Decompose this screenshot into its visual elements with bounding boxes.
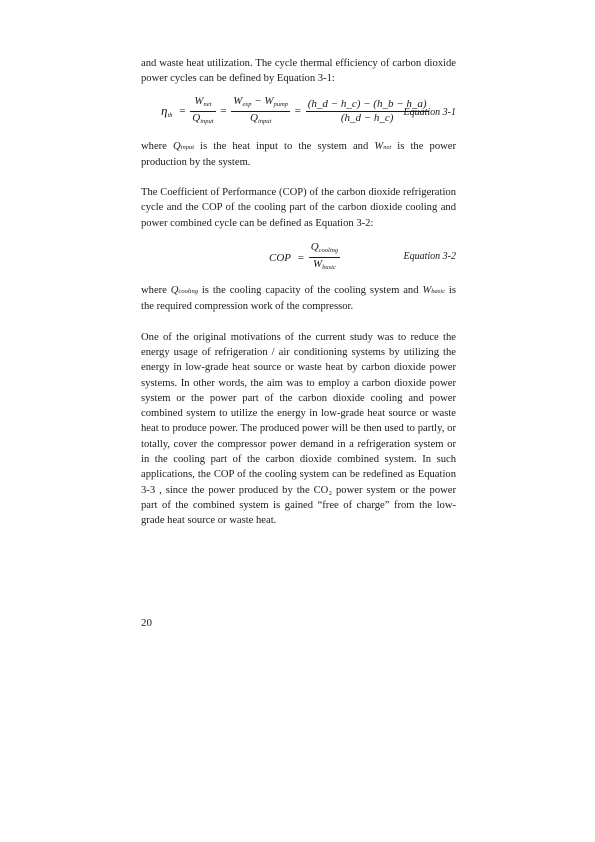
equation-3-2 (141, 231, 456, 283)
equation-3-1-label: Equation 3-1 (403, 106, 456, 118)
page-body (141, 56, 456, 529)
equation-3-2-math: COP = $\frac{Q_{cooling}}{W_{basic}}$ (267, 241, 340, 274)
equation-3-2-label: Equation 3-2 (403, 251, 456, 263)
paragraph-motivation: One of the original motivations of the current study was to reduce the energy usage of refrigeration / air conditioning systems by utilizing the energy in low-grade heat source or waste heat by carbon dioxide power systems. In other words, the aim was to employ a carbon dioxide power system or the power part of the carbon dioxide cooling and power combined system to utilize the energy in low-grade heat source or waste heat to produce power. The produced power will be then used to partly, or totally, cover the compressor power demand in a refrigeration system or in the cooling part of the carbon dioxide combined system. In such applications, the COP of the cooling system can be redefined as Equation 3-3 , since the power produced by the CO₂ power system or the power part of the combined system is gained “free of charge” from the low-grade heat source or waste heat. (141, 331, 456, 527)
fraction-w-net-over-q-input: $\frac{W_{net}}{Q_{input}}$ (192, 94, 214, 125)
fraction-enthalpy: $\frac{(h\_d - h\_c) - (h\_b - h\_a)}{(h\_d - h\_c)}$ (307, 97, 427, 124)
paragraph-cop-definition: The Coefficient of Performance (COP) of the carbon dioxide refrigeration cycle and the COP of the cooling part of the carbon dioxide cooling and power combined cycle can be defined as Equation 3-2: (141, 187, 456, 229)
equation-3-1-math: $\eta_{th}$ = $\frac{W_{net}}{Q_{input}}$ = $\frac{W_{exp} - W_{pump}}{Q_{input}}$ = $\frac{(h\_d - h\_c) - (h\_b - h\_a)}{(h\_d - h\_c)}$ (159, 95, 429, 128)
page-number: 20 (141, 617, 152, 629)
paragraph-eq1-definitions: where Qinput is the heat input to the system and Wnet is the power production by the system. (141, 140, 456, 168)
fraction-w-exp-minus-w-pump: $\frac{W_{exp} - W_{pump}}{Q_{input}}$ (233, 94, 289, 125)
paragraph-eq2-definitions: where Qcooling is the cooling capacity of the cooling system and Wbasic is the required compression work of the compressor. (141, 285, 456, 313)
fraction-q-cooling-over-w-basic: $\frac{Q_{cooling}}{W_{basic}}$ (310, 241, 339, 272)
equation-3-1 (141, 87, 456, 139)
paragraph-intro: and waste heat utilization. The cycle thermal efficiency of carbon dioxide power cycles can be defined by Equation 3-1: (141, 58, 456, 85)
